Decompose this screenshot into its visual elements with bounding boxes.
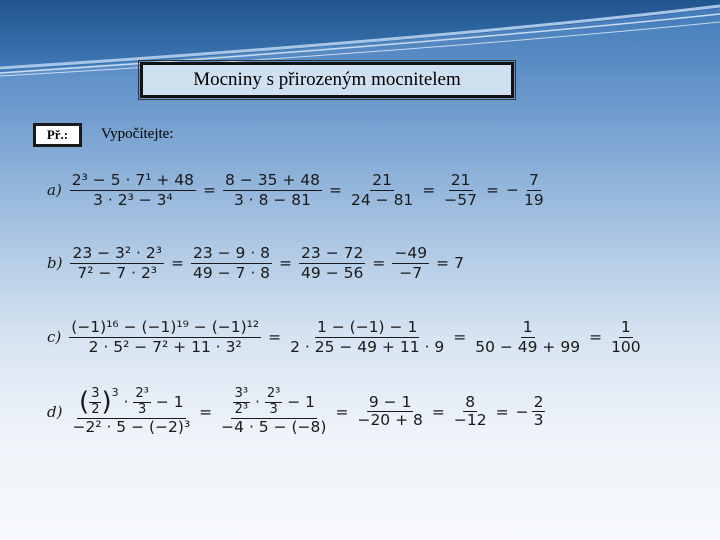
fraction — [219, 387, 328, 437]
minus-sign: − — [506, 181, 520, 200]
equals-sign: = — [279, 254, 293, 273]
numerator: 23 − 72 — [301, 244, 364, 262]
example-label: Př.: — [33, 123, 82, 147]
minus-sign: − — [515, 402, 529, 421]
close-paren: ) — [101, 387, 112, 418]
equals-sign: = — [199, 402, 213, 421]
result-value: 7 — [454, 254, 464, 273]
exercise-label: b) — [47, 254, 63, 273]
fraction — [473, 318, 582, 356]
equals-sign: = — [422, 181, 436, 200]
denominator: 2 · 5² − 7² + 11 · 3² — [88, 337, 242, 356]
numerator: 9 − 1 — [368, 392, 412, 411]
equals-sign: = — [329, 181, 342, 200]
inner-fraction — [89, 387, 101, 418]
numerator: 3³ — [234, 386, 249, 401]
fraction — [532, 394, 546, 431]
fraction — [442, 171, 479, 209]
equals-sign: = — [170, 254, 184, 273]
instruction-text: Vypočítejte: — [101, 126, 174, 142]
numerator: (−1)¹⁶ − (−1)¹⁹ − (−1)¹² — [71, 318, 260, 336]
numerator: 1 − (−1) − 1 — [316, 318, 418, 336]
exponent: 3 — [111, 386, 119, 399]
fraction — [609, 318, 643, 356]
numerator — [231, 387, 317, 419]
equals-sign: = — [453, 328, 467, 347]
denominator: 2 · 25 − 49 + 11 · 9 — [290, 337, 445, 356]
denominator: −2² · 5 − (−2)³ — [72, 417, 191, 436]
numerator: 2³ — [135, 386, 149, 401]
numerator: 1 — [620, 318, 631, 336]
denominator: 2³ — [234, 401, 249, 417]
numerator: 8 − 35 + 48 — [225, 171, 320, 189]
fraction — [452, 394, 489, 431]
denominator: 3 · 8 − 81 — [233, 190, 312, 209]
denominator: 24 − 81 — [351, 190, 414, 209]
slide-title: Mocniny s přirozeným mocnitelem — [140, 62, 514, 98]
numerator: −49 — [394, 244, 428, 262]
equals-sign: = — [335, 402, 349, 421]
fraction — [392, 244, 429, 282]
denominator: 100 — [611, 337, 641, 356]
numerator: 8 — [465, 392, 476, 411]
fraction — [299, 244, 365, 282]
denominator: 19 — [524, 190, 544, 209]
exercise-a — [47, 171, 548, 209]
fraction — [191, 244, 272, 282]
equals-sign: = — [589, 328, 603, 347]
equals-sign: = — [268, 328, 282, 347]
equals-sign: = — [486, 181, 500, 200]
dot-operator: · — [250, 392, 265, 411]
denominator: 3 — [138, 401, 147, 417]
equals-sign: = — [495, 402, 509, 421]
numerator: 7 — [528, 171, 539, 189]
denominator: 2 — [91, 401, 100, 417]
numerator: 21 — [372, 171, 393, 189]
denominator: 3 · 2³ − 3⁴ — [93, 190, 173, 209]
numerator: 2³ — [266, 386, 281, 401]
equals-sign: = — [372, 254, 386, 273]
denominator: −7 — [399, 263, 423, 282]
fraction — [288, 318, 446, 356]
minus-one: − 1 — [150, 392, 184, 411]
fraction — [69, 318, 261, 356]
dot-operator: · — [118, 392, 134, 411]
minus-one: − 1 — [282, 392, 316, 411]
equals-sign: = — [436, 254, 450, 273]
denominator: 49 − 7 · 8 — [192, 263, 271, 282]
inner-fraction — [233, 387, 250, 418]
numerator: 3 — [91, 386, 100, 401]
exercise-d — [47, 387, 547, 437]
denominator: 3 — [269, 401, 278, 417]
exercise-b — [47, 244, 464, 282]
exercise-label: a) — [47, 181, 62, 200]
exercise-c — [47, 318, 645, 356]
numerator: 23 − 9 · 8 — [192, 244, 271, 262]
numerator — [77, 387, 186, 419]
numerator: 23 − 3² · 2³ — [72, 244, 162, 262]
numerator: 2 — [533, 392, 544, 411]
denominator: −12 — [453, 411, 487, 430]
fraction — [355, 394, 424, 431]
denominator: 7² − 7 · 2³ — [77, 263, 158, 282]
denominator: −57 — [444, 190, 478, 209]
fraction — [522, 171, 546, 209]
fraction — [70, 387, 192, 437]
exercise-label: c) — [47, 328, 62, 347]
denominator: −4 · 5 − (−8) — [221, 417, 327, 436]
numerator: 2³ − 5 · 7¹ + 48 — [71, 171, 194, 189]
inner-fraction — [265, 387, 282, 418]
inner-fraction — [133, 387, 150, 418]
denominator: −20 + 8 — [357, 411, 423, 430]
fraction — [70, 171, 196, 209]
fraction — [223, 171, 322, 209]
numerator: 1 — [522, 318, 533, 336]
denominator: 49 − 56 — [301, 263, 364, 282]
equals-sign: = — [431, 402, 445, 421]
open-paren: ( — [79, 387, 90, 418]
fraction — [349, 171, 415, 209]
equals-sign: = — [203, 181, 216, 200]
exercise-label: d) — [47, 402, 63, 421]
denominator: 3 — [533, 411, 544, 430]
numerator: 21 — [450, 171, 471, 189]
denominator: 50 − 49 + 99 — [475, 337, 581, 356]
fraction — [70, 244, 164, 282]
